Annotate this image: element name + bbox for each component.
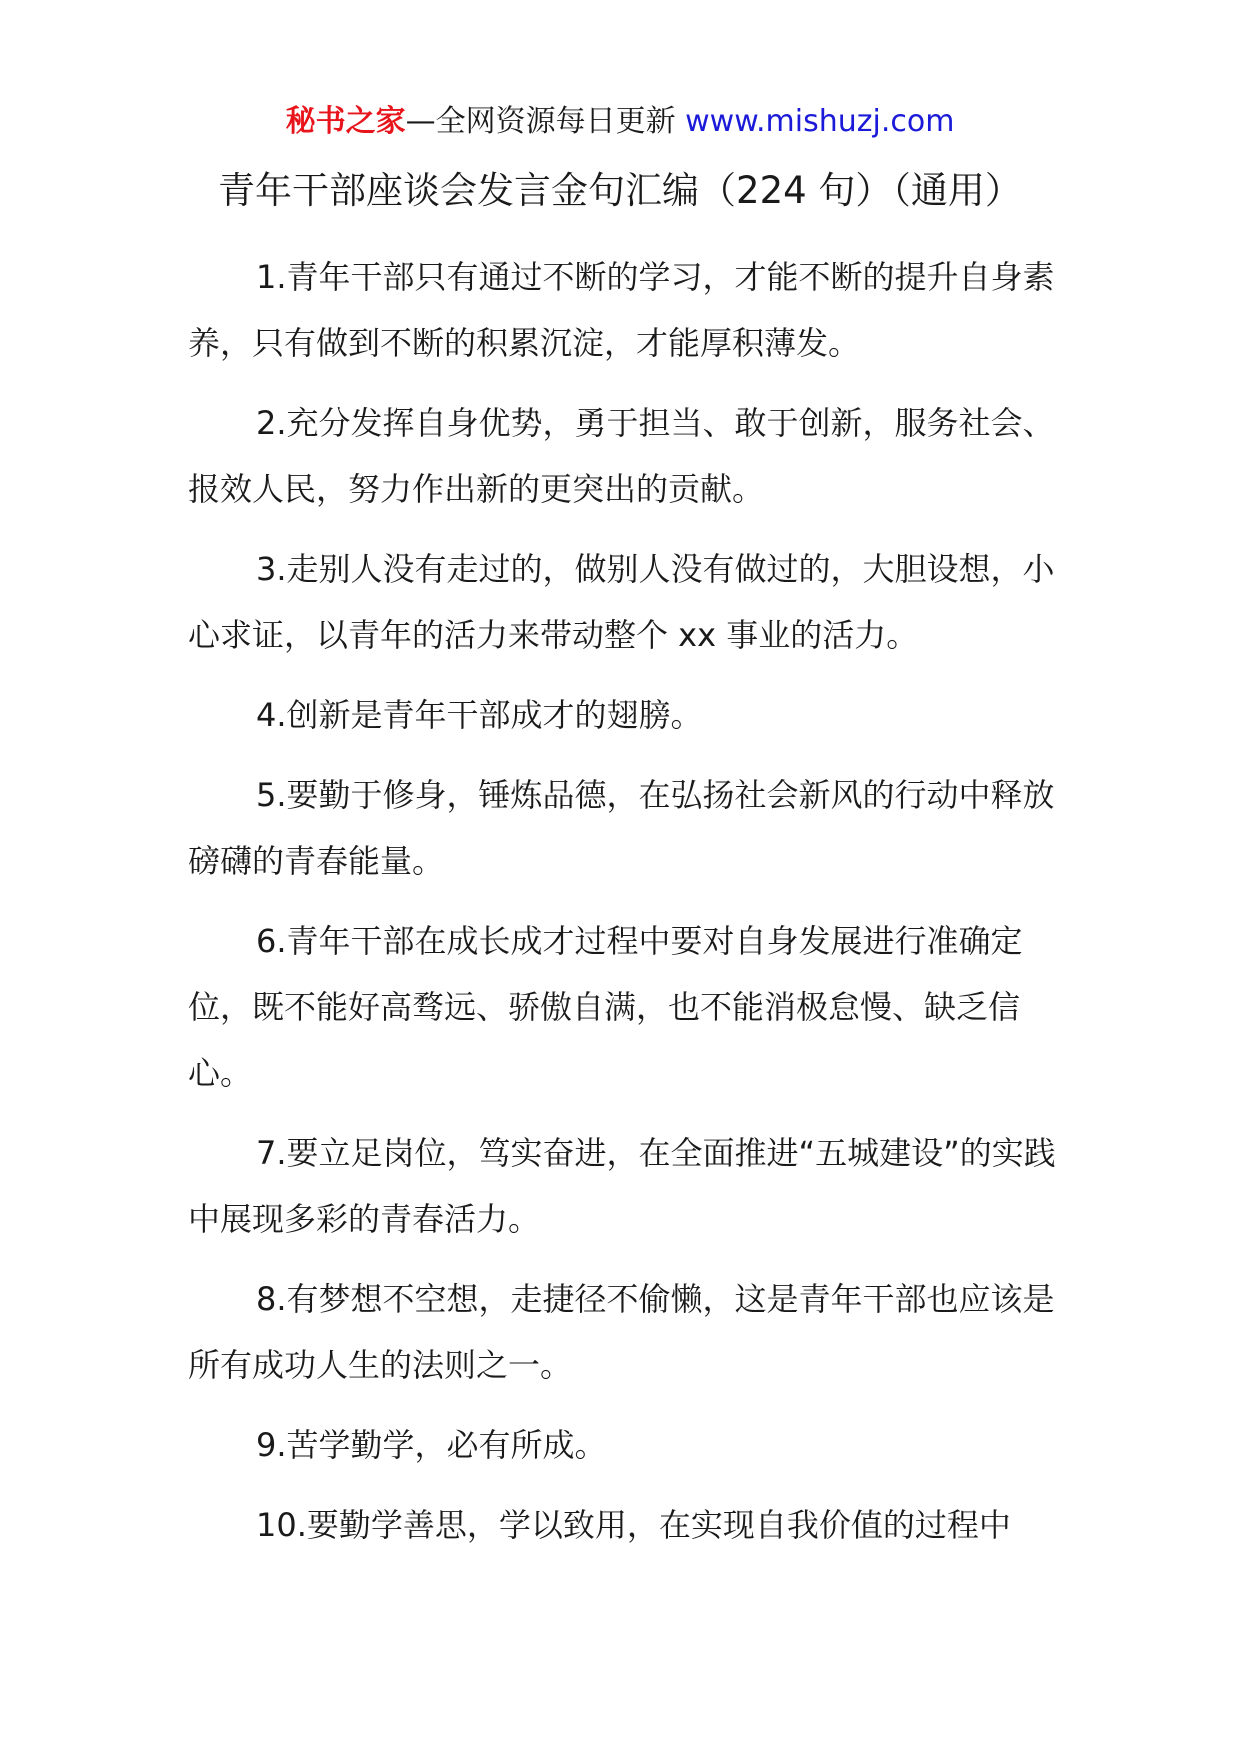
paragraph-6: 6.青年干部在成长成才过程中要对自身发展进行准确定位，既不能好高骛远、骄傲自满，也不能消极怠慢、缺乏信心。 (188, 922, 1023, 1092)
site-header (0, 102, 1240, 142)
site-name: 秘书之家 (285, 104, 406, 139)
site-tagline: —全网资源每日更新 (405, 104, 686, 139)
paragraph-5: 5.要勤于修身，锤炼品德，在弘扬社会新风的行动中释放磅礴的青春能量。 (188, 776, 1055, 880)
paragraph-3: 3.走别人没有走过的，做别人没有做过的，大胆设想，小心求证，以青年的活力来带动整个 xx 事业的活力。 (188, 550, 1055, 654)
document-body (188, 244, 1068, 1572)
site-url-link[interactable]: www.mishuzj.com (685, 104, 955, 139)
paragraph-10: 10.要勤学善思，学以致用，在实现自我价值的过程中 (256, 1506, 1011, 1544)
paragraph-2: 2.充分发挥自身优势，勇于担当、敢于创新，服务社会、报效人民，努力作出新的更突出的贡献。 (188, 404, 1055, 508)
document-title: 青年干部座谈会发言金句汇编（224 句）（通用） (218, 169, 1022, 212)
paragraph-9: 9.苦学勤学，必有所成。 (256, 1426, 607, 1464)
paragraph-1: 1.青年干部只有通过不断的学习，才能不断的提升自身素养，只有做到不断的积累沉淀，才能厚积薄发。 (188, 258, 1055, 362)
paragraph-4: 4.创新是青年干部成才的翅膀。 (256, 696, 703, 734)
paragraph-8: 8.有梦想不空想，走捷径不偷懒，这是青年干部也应该是所有成功人生的法则之一。 (188, 1280, 1055, 1384)
paragraph-7: 7.要立足岗位，笃实奋进，在全面推进“五城建设”的实践中展现多彩的青春活力。 (188, 1134, 1056, 1238)
